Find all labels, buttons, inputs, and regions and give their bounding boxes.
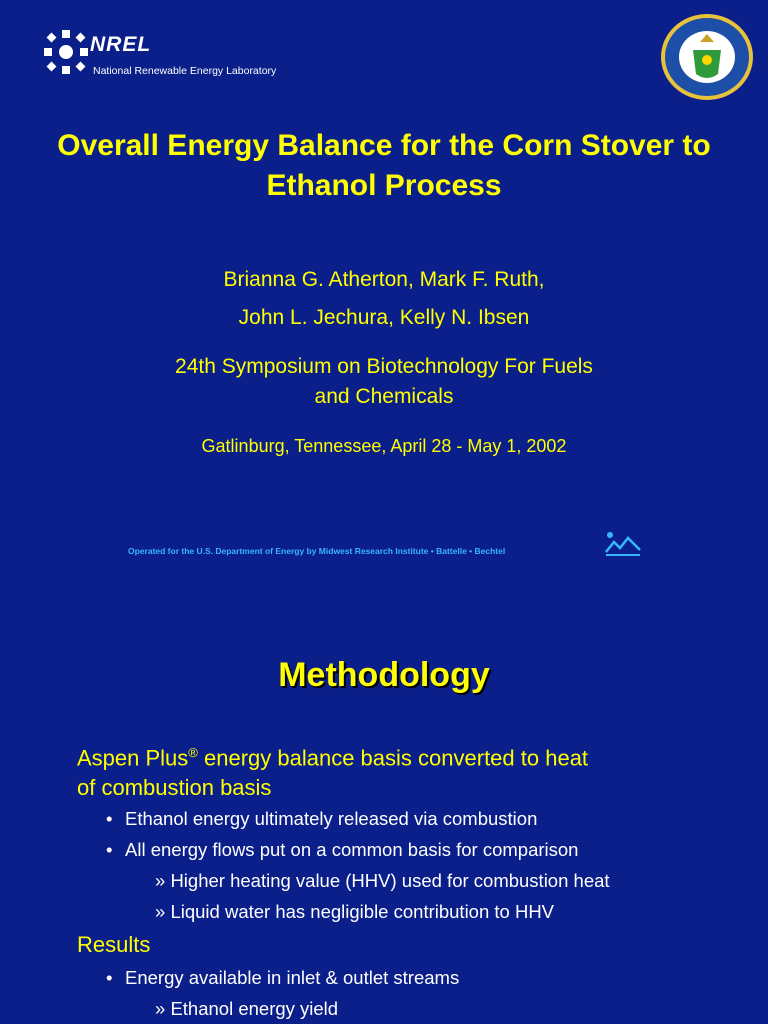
mri-logo-icon: [604, 530, 642, 558]
slide-title: [0, 126, 768, 206]
bullet-icon: •: [106, 839, 113, 860]
methodology-title: Methodology: [278, 656, 490, 694]
sub-bullet-item: » Liquid water has negligible contribution to HHV: [155, 901, 555, 922]
bullet-icon: •: [106, 967, 113, 988]
sub-bullet-item: » Ethanol energy yield: [155, 998, 339, 1019]
results-heading: Results: [77, 932, 151, 957]
sub-bullet-icon: »: [155, 870, 166, 891]
title-line-2: Ethanol Process: [266, 169, 502, 202]
nrel-wordmark: NREL: [90, 33, 152, 56]
title-line-1: Overall Energy Balance for the Corn Stover to: [57, 129, 711, 162]
aspen-heading: [77, 738, 588, 803]
sub-bullet-icon: »: [155, 901, 166, 922]
aspen-line-2: of combustion basis: [77, 775, 272, 801]
symposium-line-1: 24th Symposium on Biotechnology For Fuels: [175, 355, 593, 378]
bullet-item: • Ethanol energy ultimately released via combustion: [106, 808, 538, 829]
bullet-icon: •: [106, 808, 113, 829]
authors-line-1: Brianna G. Atherton, Mark F. Ruth,: [223, 268, 545, 291]
sub-bullet-icon: »: [155, 998, 166, 1019]
doe-seal-icon: [658, 12, 756, 102]
operated-by-note: Operated for the U.S. Department of Energy by Midwest Research Institute • Battelle • Bechtel: [128, 546, 506, 556]
aspen-line-1: Aspen Plus® energy balance basis converted to heat: [77, 745, 589, 771]
authors: [0, 261, 768, 337]
bullet-item: • All energy flows put on a common basis for comparison: [106, 839, 579, 860]
symposium-line-2: and Chemicals: [314, 385, 454, 408]
nrel-subtitle: National Renewable Energy Laboratory: [93, 65, 277, 77]
location-date: Gatlinburg, Tennessee, April 28 - May 1, 2002: [201, 436, 567, 456]
sub-bullet-item: » Higher heating value (HHV) used for combustion heat: [155, 870, 610, 891]
registered-mark: ®: [188, 745, 198, 760]
authors-line-2: John L. Jechura, Kelly N. Ibsen: [238, 306, 530, 329]
methodology-slide: [0, 620, 768, 1024]
bullet-item: • Energy available in inlet & outlet streams: [106, 967, 460, 988]
symposium: [0, 352, 768, 412]
